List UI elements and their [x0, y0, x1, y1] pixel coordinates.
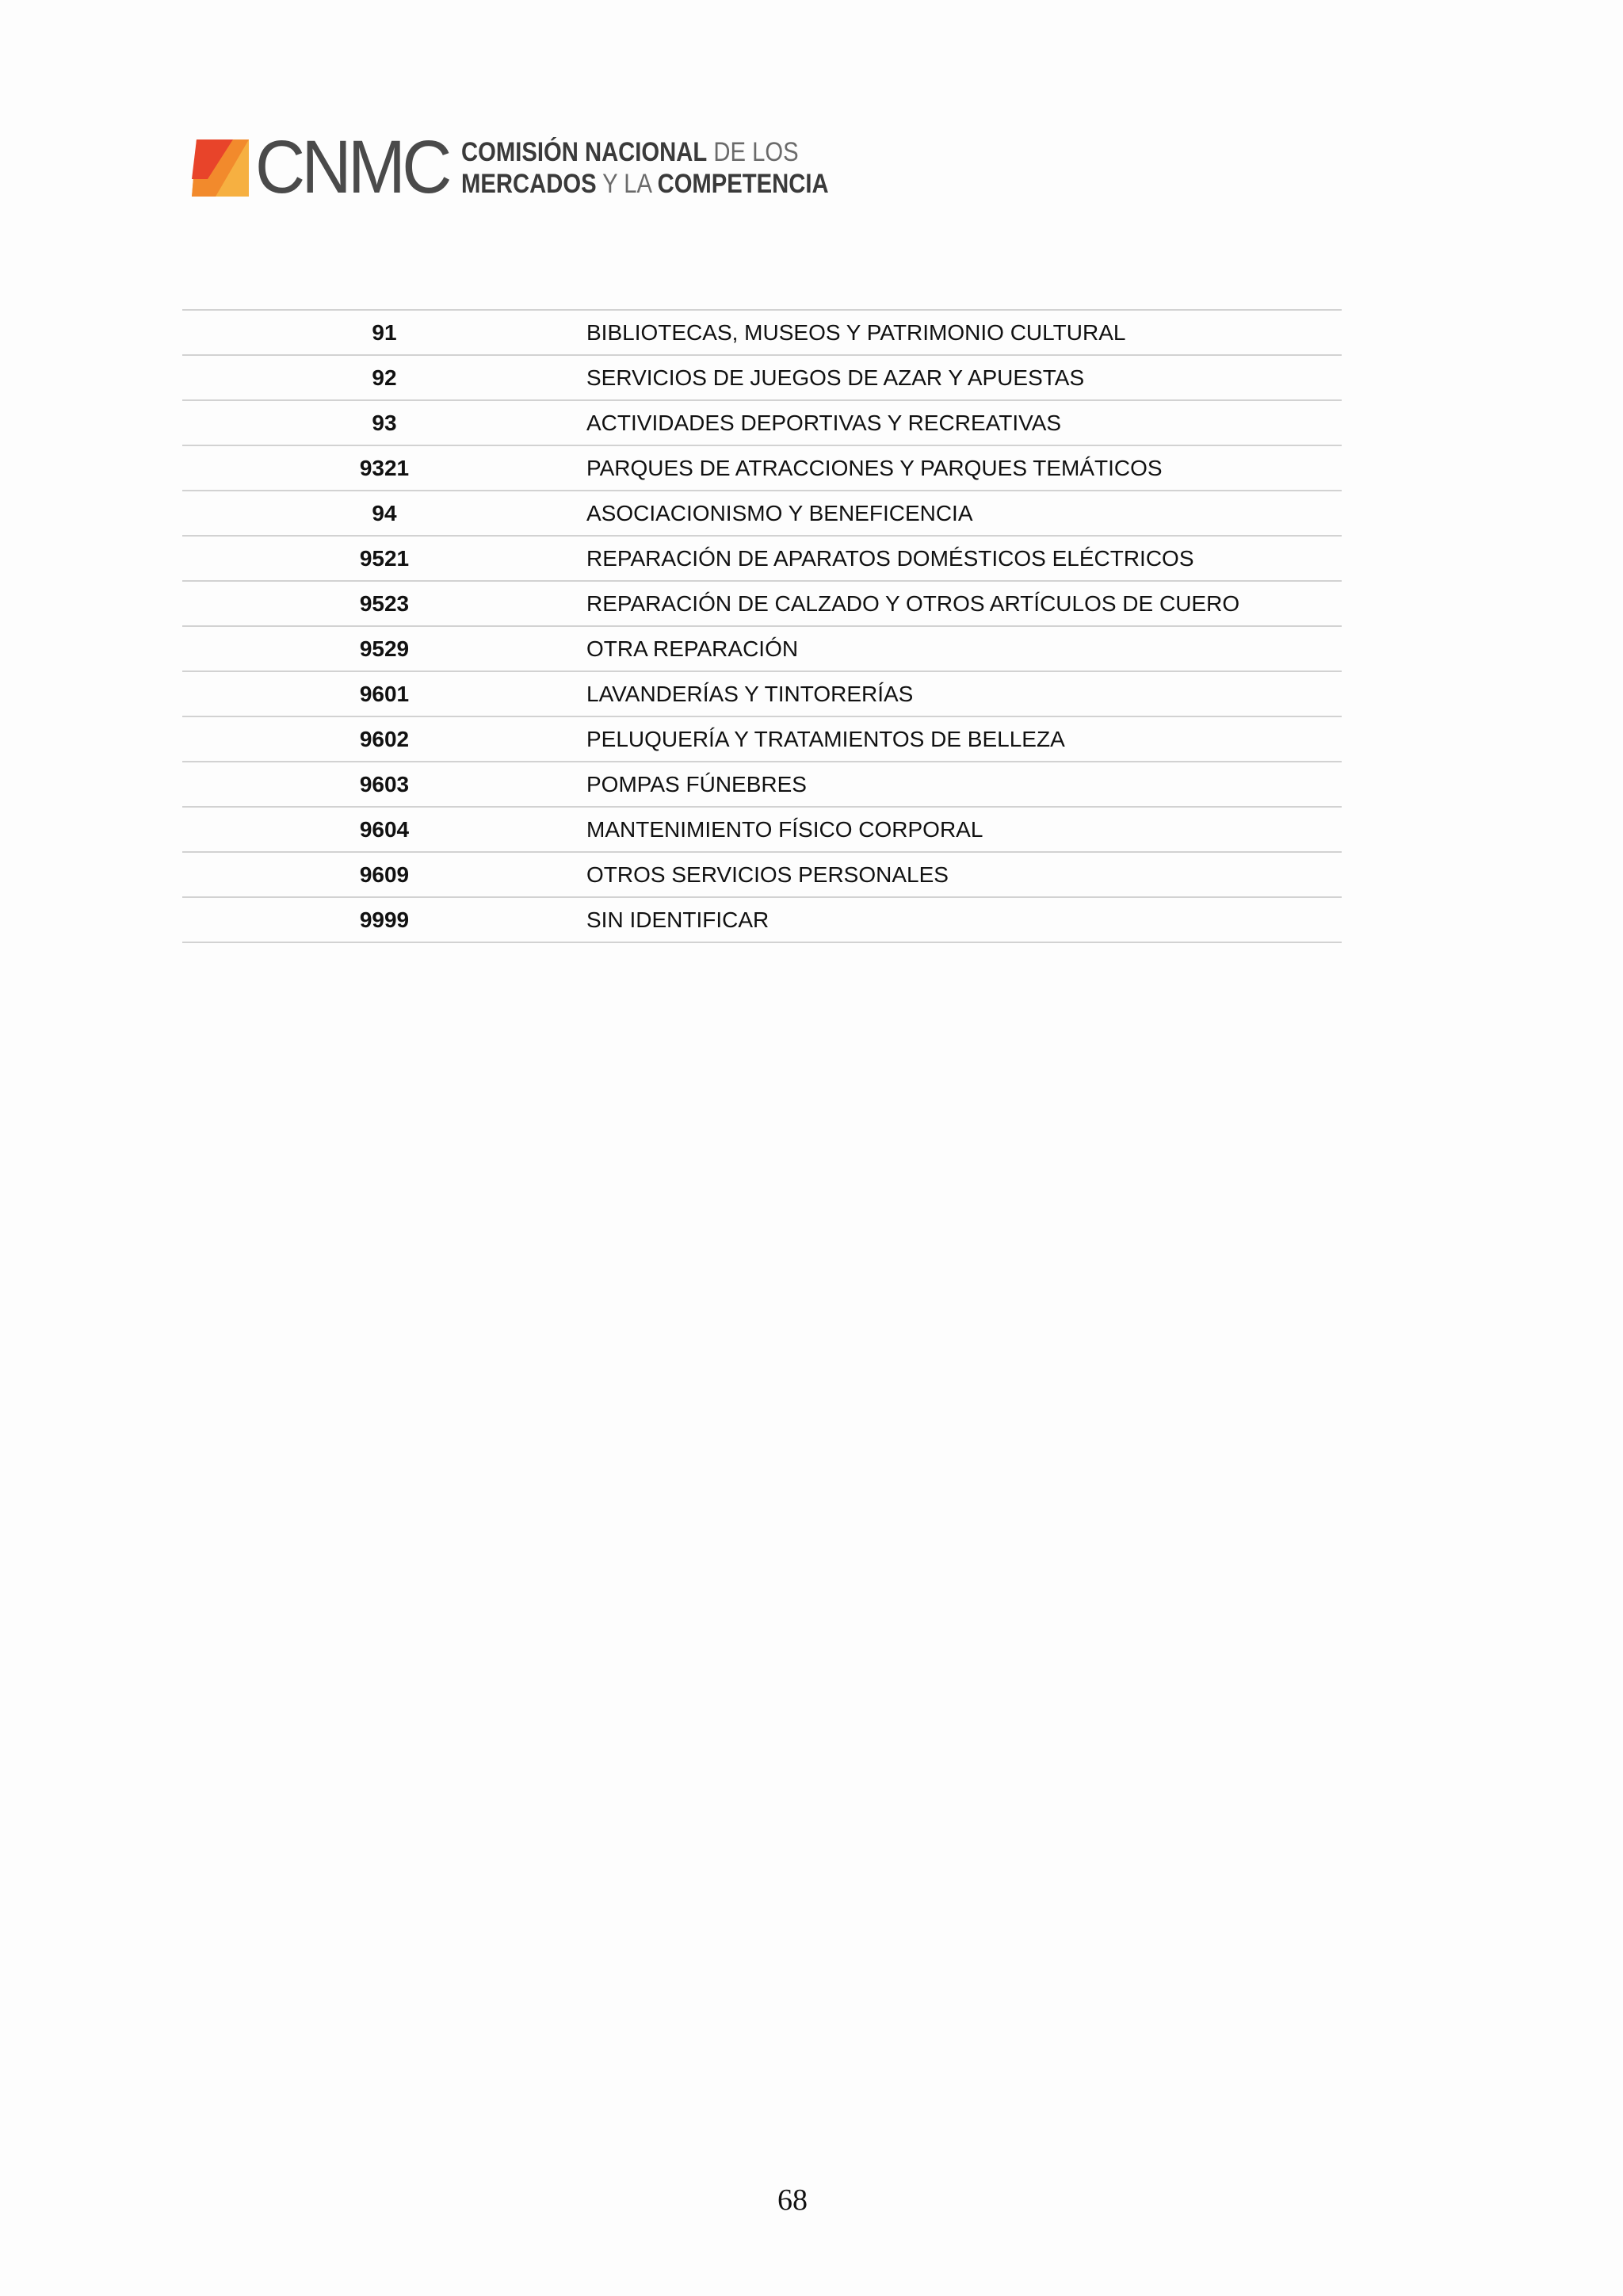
activity-code: 9609: [182, 852, 586, 897]
table-row: [182, 536, 1342, 581]
activity-code: 9321: [182, 445, 586, 491]
logo-line1-thin: DE LOS: [713, 137, 799, 167]
table-row: [182, 716, 1342, 762]
page-number: 68: [777, 2183, 808, 2217]
activity-code: 9602: [182, 716, 586, 762]
activity-description: ASOCIACIONISMO Y BENEFICENCIA: [586, 491, 1342, 536]
activity-description: REPARACIÓN DE APARATOS DOMÉSTICOS ELÉCTRICOS: [586, 536, 1342, 581]
activity-code: 92: [182, 355, 586, 400]
activity-description: LAVANDERÍAS Y TINTORERÍAS: [586, 671, 1342, 716]
logo-line2-bold-2: COMPETENCIA: [657, 169, 829, 199]
activity-code: 93: [182, 400, 586, 445]
table-row: [182, 400, 1342, 445]
activity-description: OTRA REPARACIÓN: [586, 626, 1342, 671]
activity-code: 9529: [182, 626, 586, 671]
table-row: [182, 581, 1342, 626]
activity-code: 94: [182, 491, 586, 536]
logo-acronym: CNMC: [255, 125, 449, 209]
activity-description: MANTENIMIENTO FÍSICO CORPORAL: [586, 807, 1342, 852]
logo-line2-bold-1: MERCADOS: [461, 169, 597, 199]
table-row: [182, 671, 1342, 716]
activity-code: 9523: [182, 581, 586, 626]
activity-description: OTROS SERVICIOS PERSONALES: [586, 852, 1342, 897]
activity-description: POMPAS FÚNEBRES: [586, 762, 1342, 807]
table-row: [182, 355, 1342, 400]
cnmc-logo: [192, 125, 829, 209]
activity-description: PARQUES DE ATRACCIONES Y PARQUES TEMÁTICOS: [586, 445, 1342, 491]
activity-code: 9603: [182, 762, 586, 807]
activity-code: 9999: [182, 897, 586, 942]
cnmc-logo-mark-icon: [192, 139, 249, 197]
logo-line2-thin: Y LA: [602, 169, 651, 199]
activity-description: REPARACIÓN DE CALZADO Y OTROS ARTÍCULOS DE CUERO: [586, 581, 1342, 626]
table-row: [182, 897, 1342, 942]
activity-code: 9521: [182, 536, 586, 581]
logo-line-1: [461, 136, 829, 168]
activity-description: SIN IDENTIFICAR: [586, 897, 1342, 942]
activity-description: SERVICIOS DE JUEGOS DE AZAR Y APUESTAS: [586, 355, 1342, 400]
table-row: [182, 807, 1342, 852]
table-row: [182, 762, 1342, 807]
table-row: [182, 491, 1342, 536]
activity-description: BIBLIOTECAS, MUSEOS Y PATRIMONIO CULTURAL: [586, 310, 1342, 355]
activity-code: 9604: [182, 807, 586, 852]
activity-description: ACTIVIDADES DEPORTIVAS Y RECREATIVAS: [586, 400, 1342, 445]
logo-line1-bold: COMISIÓN NACIONAL: [461, 137, 708, 167]
activity-description: PELUQUERÍA Y TRATAMIENTOS DE BELLEZA: [586, 716, 1342, 762]
activity-code: 9601: [182, 671, 586, 716]
table-row: [182, 310, 1342, 355]
table-row: [182, 445, 1342, 491]
table-row: [182, 852, 1342, 897]
activity-codes-table: [182, 309, 1342, 943]
activity-code: 91: [182, 310, 586, 355]
table-row: [182, 626, 1342, 671]
logo-line-2: [461, 168, 829, 200]
logo-wordmark: [461, 136, 829, 200]
